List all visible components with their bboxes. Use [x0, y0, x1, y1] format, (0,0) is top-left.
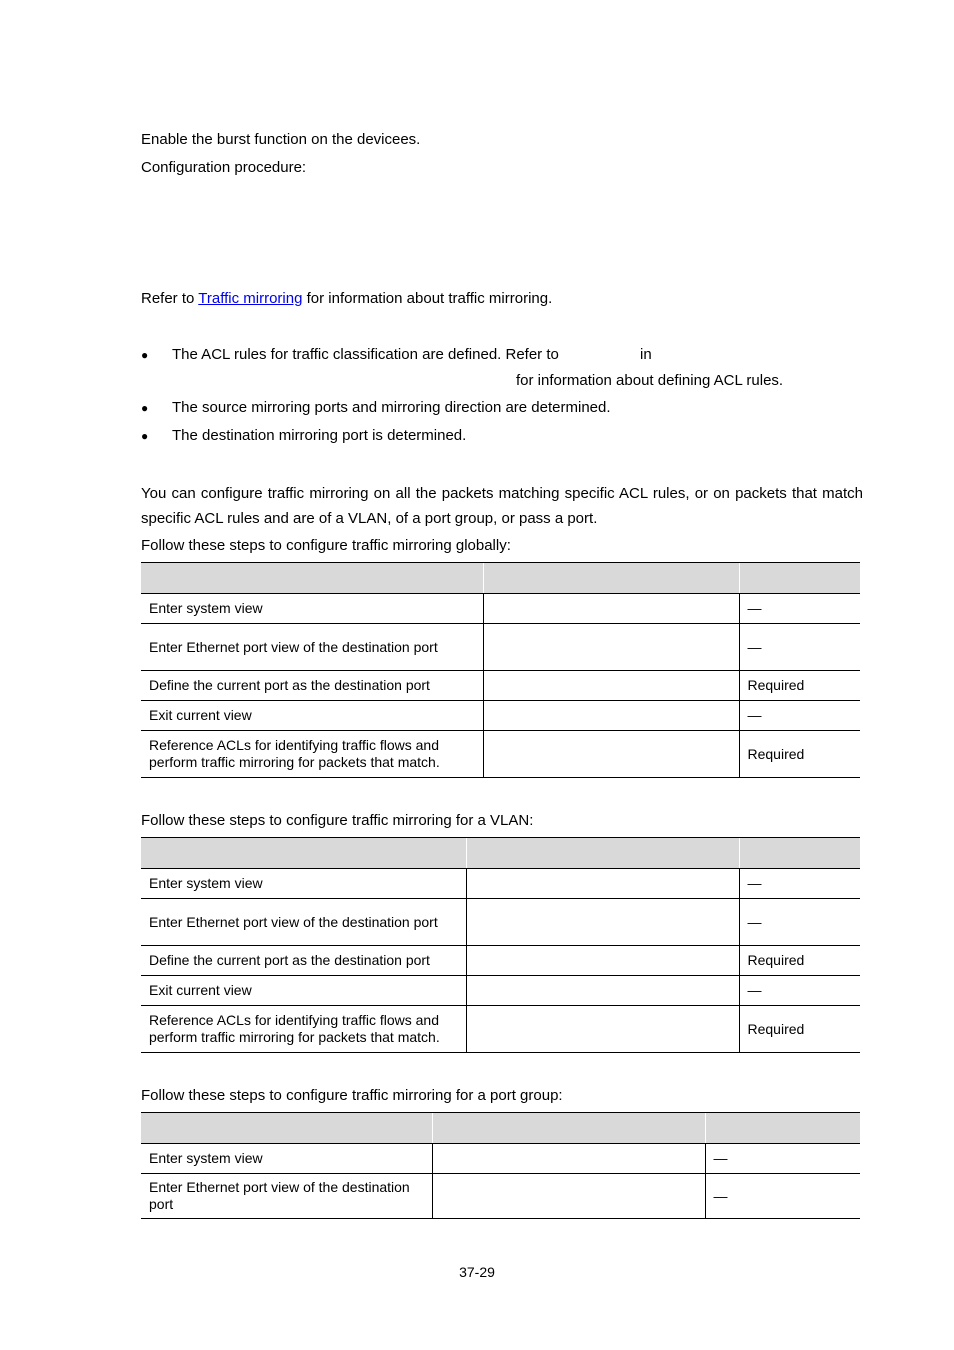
- intro-line-1: Enable the burst function on the devicees.: [141, 131, 421, 148]
- portgroup-caption: Follow these steps to configure traffic mirroring for a port group:: [141, 1087, 563, 1104]
- vlan-caption: Follow these steps to configure traffic mirroring for a VLAN:: [141, 812, 534, 829]
- remarks-cell: —: [739, 701, 860, 731]
- bullet-acl-in: in: [640, 346, 652, 363]
- table-row: [141, 1006, 860, 1053]
- operation-cell: Enter Ethernet port view of the destination port: [141, 624, 483, 671]
- remarks-cell: —: [705, 1144, 860, 1174]
- table-row: [141, 976, 860, 1006]
- operation-cell: Enter system view: [141, 869, 466, 899]
- operation-cell: Enter system view: [141, 1144, 432, 1174]
- bullet-destination-text: The destination mirroring port is determined.: [172, 427, 467, 444]
- bullet-acl-text-2: for information about defining ACL rules.: [516, 372, 784, 389]
- operation-cell: Reference ACLs for identifying traffic flows and perform traffic mirroring for packets that match.: [141, 1006, 466, 1053]
- remarks-cell: —: [739, 899, 860, 946]
- table-row: [141, 671, 860, 701]
- operation-cell: Define the current port as the destination port: [141, 671, 483, 701]
- global-steps-table: [141, 562, 860, 778]
- intro-line-2: Configuration procedure:: [141, 159, 307, 176]
- operation-cell: Reference ACLs for identifying traffic flows and perform traffic mirroring for packets that match.: [141, 731, 483, 778]
- operation-cell: Enter Ethernet port view of the destination port: [141, 1174, 432, 1219]
- table-row: [141, 899, 860, 946]
- remarks-cell: —: [739, 624, 860, 671]
- vlan-steps-table: [141, 837, 860, 1053]
- table-row: [141, 1174, 860, 1219]
- bullet-dot-icon: ●: [141, 348, 149, 362]
- bullet-dot-icon: ●: [141, 429, 149, 443]
- traffic-mirroring-link[interactable]: Traffic mirroring: [198, 290, 303, 307]
- operation-cell: Enter system view: [141, 594, 483, 624]
- operation-cell: Enter Ethernet port view of the destination port: [141, 899, 466, 946]
- bullet-acl-text: The ACL rules for traffic classification are defined. Refer to: [172, 346, 559, 363]
- remarks-cell: —: [705, 1174, 860, 1219]
- table-row: [141, 624, 860, 671]
- portgroup-steps-table: [141, 1112, 860, 1219]
- table-row: [141, 1144, 860, 1174]
- operation-cell: Define the current port as the destination port: [141, 946, 466, 976]
- bullet-source-text: The source mirroring ports and mirroring direction are determined.: [172, 399, 611, 416]
- remarks-cell: Required: [739, 946, 860, 976]
- table-row: [141, 946, 860, 976]
- remarks-cell: Required: [739, 1006, 860, 1053]
- remarks-cell: —: [739, 869, 860, 899]
- table-row: [141, 594, 860, 624]
- remarks-cell: Required: [739, 671, 860, 701]
- table-header-row: [141, 563, 860, 594]
- remarks-cell: —: [739, 594, 860, 624]
- bullet-dot-icon: ●: [141, 401, 149, 415]
- remarks-cell: —: [739, 976, 860, 1006]
- operation-cell: Exit current view: [141, 701, 483, 731]
- remarks-cell: Required: [739, 731, 860, 778]
- table-row: [141, 731, 860, 778]
- refer-paragraph: [141, 289, 552, 309]
- refer-prefix: Refer to: [141, 290, 199, 307]
- table-row: [141, 701, 860, 731]
- table-header-row: [141, 838, 860, 869]
- page-number: 37-29: [459, 1264, 495, 1280]
- operation-cell: Exit current view: [141, 976, 466, 1006]
- refer-suffix: for information about traffic mirroring.: [302, 290, 553, 307]
- global-caption: Follow these steps to configure traffic mirroring globally:: [141, 537, 511, 554]
- table-row: [141, 869, 860, 899]
- intro-paragraph: You can configure traffic mirroring on all the packets matching specific ACL rules, or on packets that match specific ACL rules and are of a VLAN, of a port group, or pass a port.: [141, 485, 863, 527]
- table-header-row: [141, 1113, 860, 1144]
- bullet-acl-continuation: [516, 371, 783, 391]
